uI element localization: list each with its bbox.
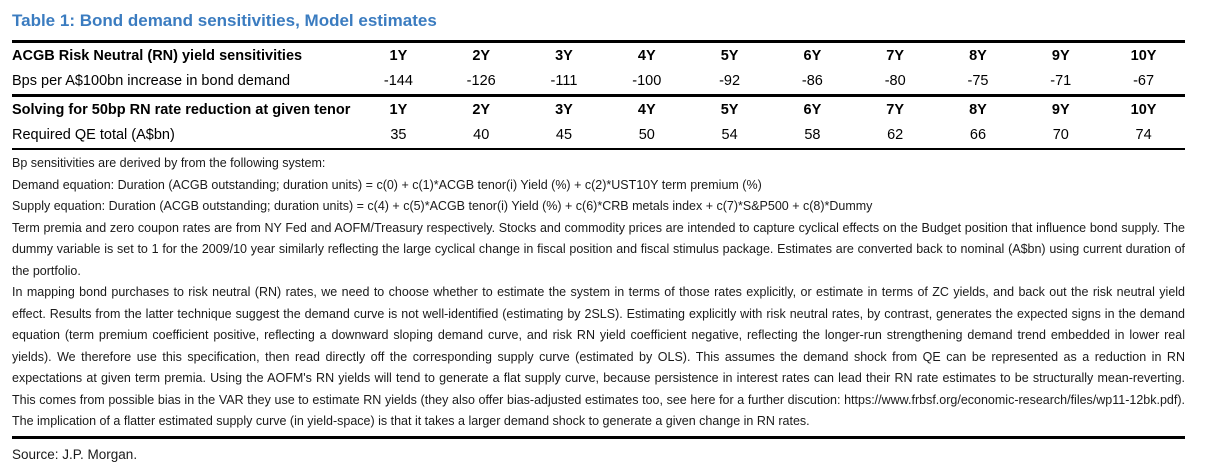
tenor-header-cell: 7Y [886,102,905,118]
tenor-header-cell: 1Y [389,102,408,118]
tenor-header-cell: 5Y [720,102,739,118]
section2-header: Solving for 50bp RN rate reduction at given tenor [12,102,351,118]
tenor-header-cell: 6Y [803,48,822,64]
tenor-header-cell: 6Y [803,102,822,118]
qe-total-value-cell: 58 [804,127,821,143]
sensitivity-value-cell: -80 [884,73,906,89]
section1-data-row [12,69,1185,96]
section2-data-row [12,123,1185,149]
sensitivity-value-cell: -92 [719,73,741,89]
tenor-header-cell: 7Y [886,48,905,64]
tenor-header-cell: 9Y [1051,48,1070,64]
tenor-header-cell: 5Y [720,48,739,64]
qe-total-value-cell: 66 [969,127,987,143]
tenor-header-cell: 9Y [1051,102,1070,118]
footnote-system-intro: Bp sensitivities are derived by from the following system: [12,156,326,170]
qe-total-value-cell: 45 [555,127,573,143]
tenor-header-cell: 10Y [1130,48,1157,64]
section1-header-row [12,42,1185,70]
tenor-header-cell: 4Y [637,102,656,118]
sensitivity-value-cell: -111 [550,73,578,89]
tenor-header-cell: 3Y [555,48,573,64]
qe-total-value-cell: 35 [390,127,407,143]
sensitivity-value-cell: -126 [466,73,496,89]
sensitivity-value-cell: -75 [967,73,989,89]
qe-total-value-cell: 54 [721,127,738,143]
section1-header: ACGB Risk Neutral (RN) yield sensitivities [12,48,303,64]
sensitivity-value-cell: -86 [801,73,823,89]
footnote-supply-equation: Supply equation: Duration (ACGB outstanding; duration units) = c(4) + c(5)*ACGB tenor(i) Yield (%) + c(6)*CRB metals index + c(7)*S&P500 + c(8)*Dummy [12,199,873,213]
tenor-header-cell: 3Y [555,102,573,118]
footnote-demand-equation: Demand equation: Duration (ACGB outstanding; duration units) = c(0) + c(1)*ACGB tenor(i) Yield (%) + c(2)*UST10Y term premium (%) [12,177,762,192]
tenor-header-cell: 1Y [389,48,408,64]
tenor-header-cell: 8Y [969,102,987,118]
qe-total-value-cell: 40 [473,127,490,143]
footnote-methodology: In mapping bond purchases to risk neutral (RN) rates, we need to choose whether to estimate the system in terms of those rates explicitly, or estimate in terms of ZC yields, and back out the risk neutral yield effect. Results from the latter technique suggest the demand curve is not well-identified (estimating by 2SLS). Estimating explicitly with risk neutral rates, by contrast, generates the expected signs in the demand equation (term premium coefficient positive, reflecting a downward sloping demand curve, and risk RN yield coefficient negative, reflecting the longer-run strengthening demand trend embedded in lower real yields). We therefore use this specification, then read directly off the corresponding supply curve (estimated by OLS). This assumes the demand shock from QE can be represented as a reduction in RN expectations at given term premia. Using the AOFM's RN yields will tend to generate a flat supply curve, because persistence in interest rates can lead their RN rate estimates to be structurally mean-reverting. This comes from possible bias in the VAR they use to estimate RN yields (they also offer bias-adjusted estimates too, see here for a further discution: https://www.frbsf.org/economic-research/files/wp11-12bk.pdf). The implication of a flatter estimated supply curve (in yield-space) is that it takes a larger demand shock to generate a given change in RN rates. [12,285,1185,428]
footnote-data-sources: Term premia and zero coupon rates are from NY Fed and AOFM/Treasury respectively. Stocks and commodity prices are intended to capture cyclical effects on the Budget position that influence bond supply. The dummy variable is set to 1 for the 2009/10 year similarly reflecting the large cyclical change in fiscal position and fiscal stimulus package. Estimates are converted back to nominal (A$bn) using current duration of the portfolio. [12,220,1185,278]
bottom-rule [12,436,1185,439]
bond-demand-table [12,40,1185,150]
sensitivity-value-cell: -67 [1133,73,1155,89]
sensitivity-value-cell: -100 [632,73,662,89]
sensitivity-value-cell: -71 [1050,73,1072,89]
qe-total-value-cell: 50 [638,127,655,143]
tenor-header-cell: 4Y [637,48,656,64]
table-title: Table 1: Bond demand sensitivities, Model estimates [12,11,437,30]
footnotes [12,153,1185,433]
section2-row-label: Required QE total (A$bn) [12,127,175,143]
qe-total-value-cell: 74 [1135,127,1152,143]
tenor-header-cell: 2Y [472,48,491,64]
section1-row-label: Bps per A$100bn increase in bond demand [12,73,291,89]
qe-total-value-cell: 62 [887,127,904,143]
qe-total-value-cell: 70 [1052,127,1069,143]
tenor-header-cell: 8Y [969,48,987,64]
tenor-header-cell: 2Y [472,102,491,118]
section2-header-row [12,96,1185,124]
sensitivity-value-cell: -144 [383,73,413,89]
source-line: Source: J.P. Morgan. [12,446,138,462]
tenor-header-cell: 10Y [1130,102,1157,118]
